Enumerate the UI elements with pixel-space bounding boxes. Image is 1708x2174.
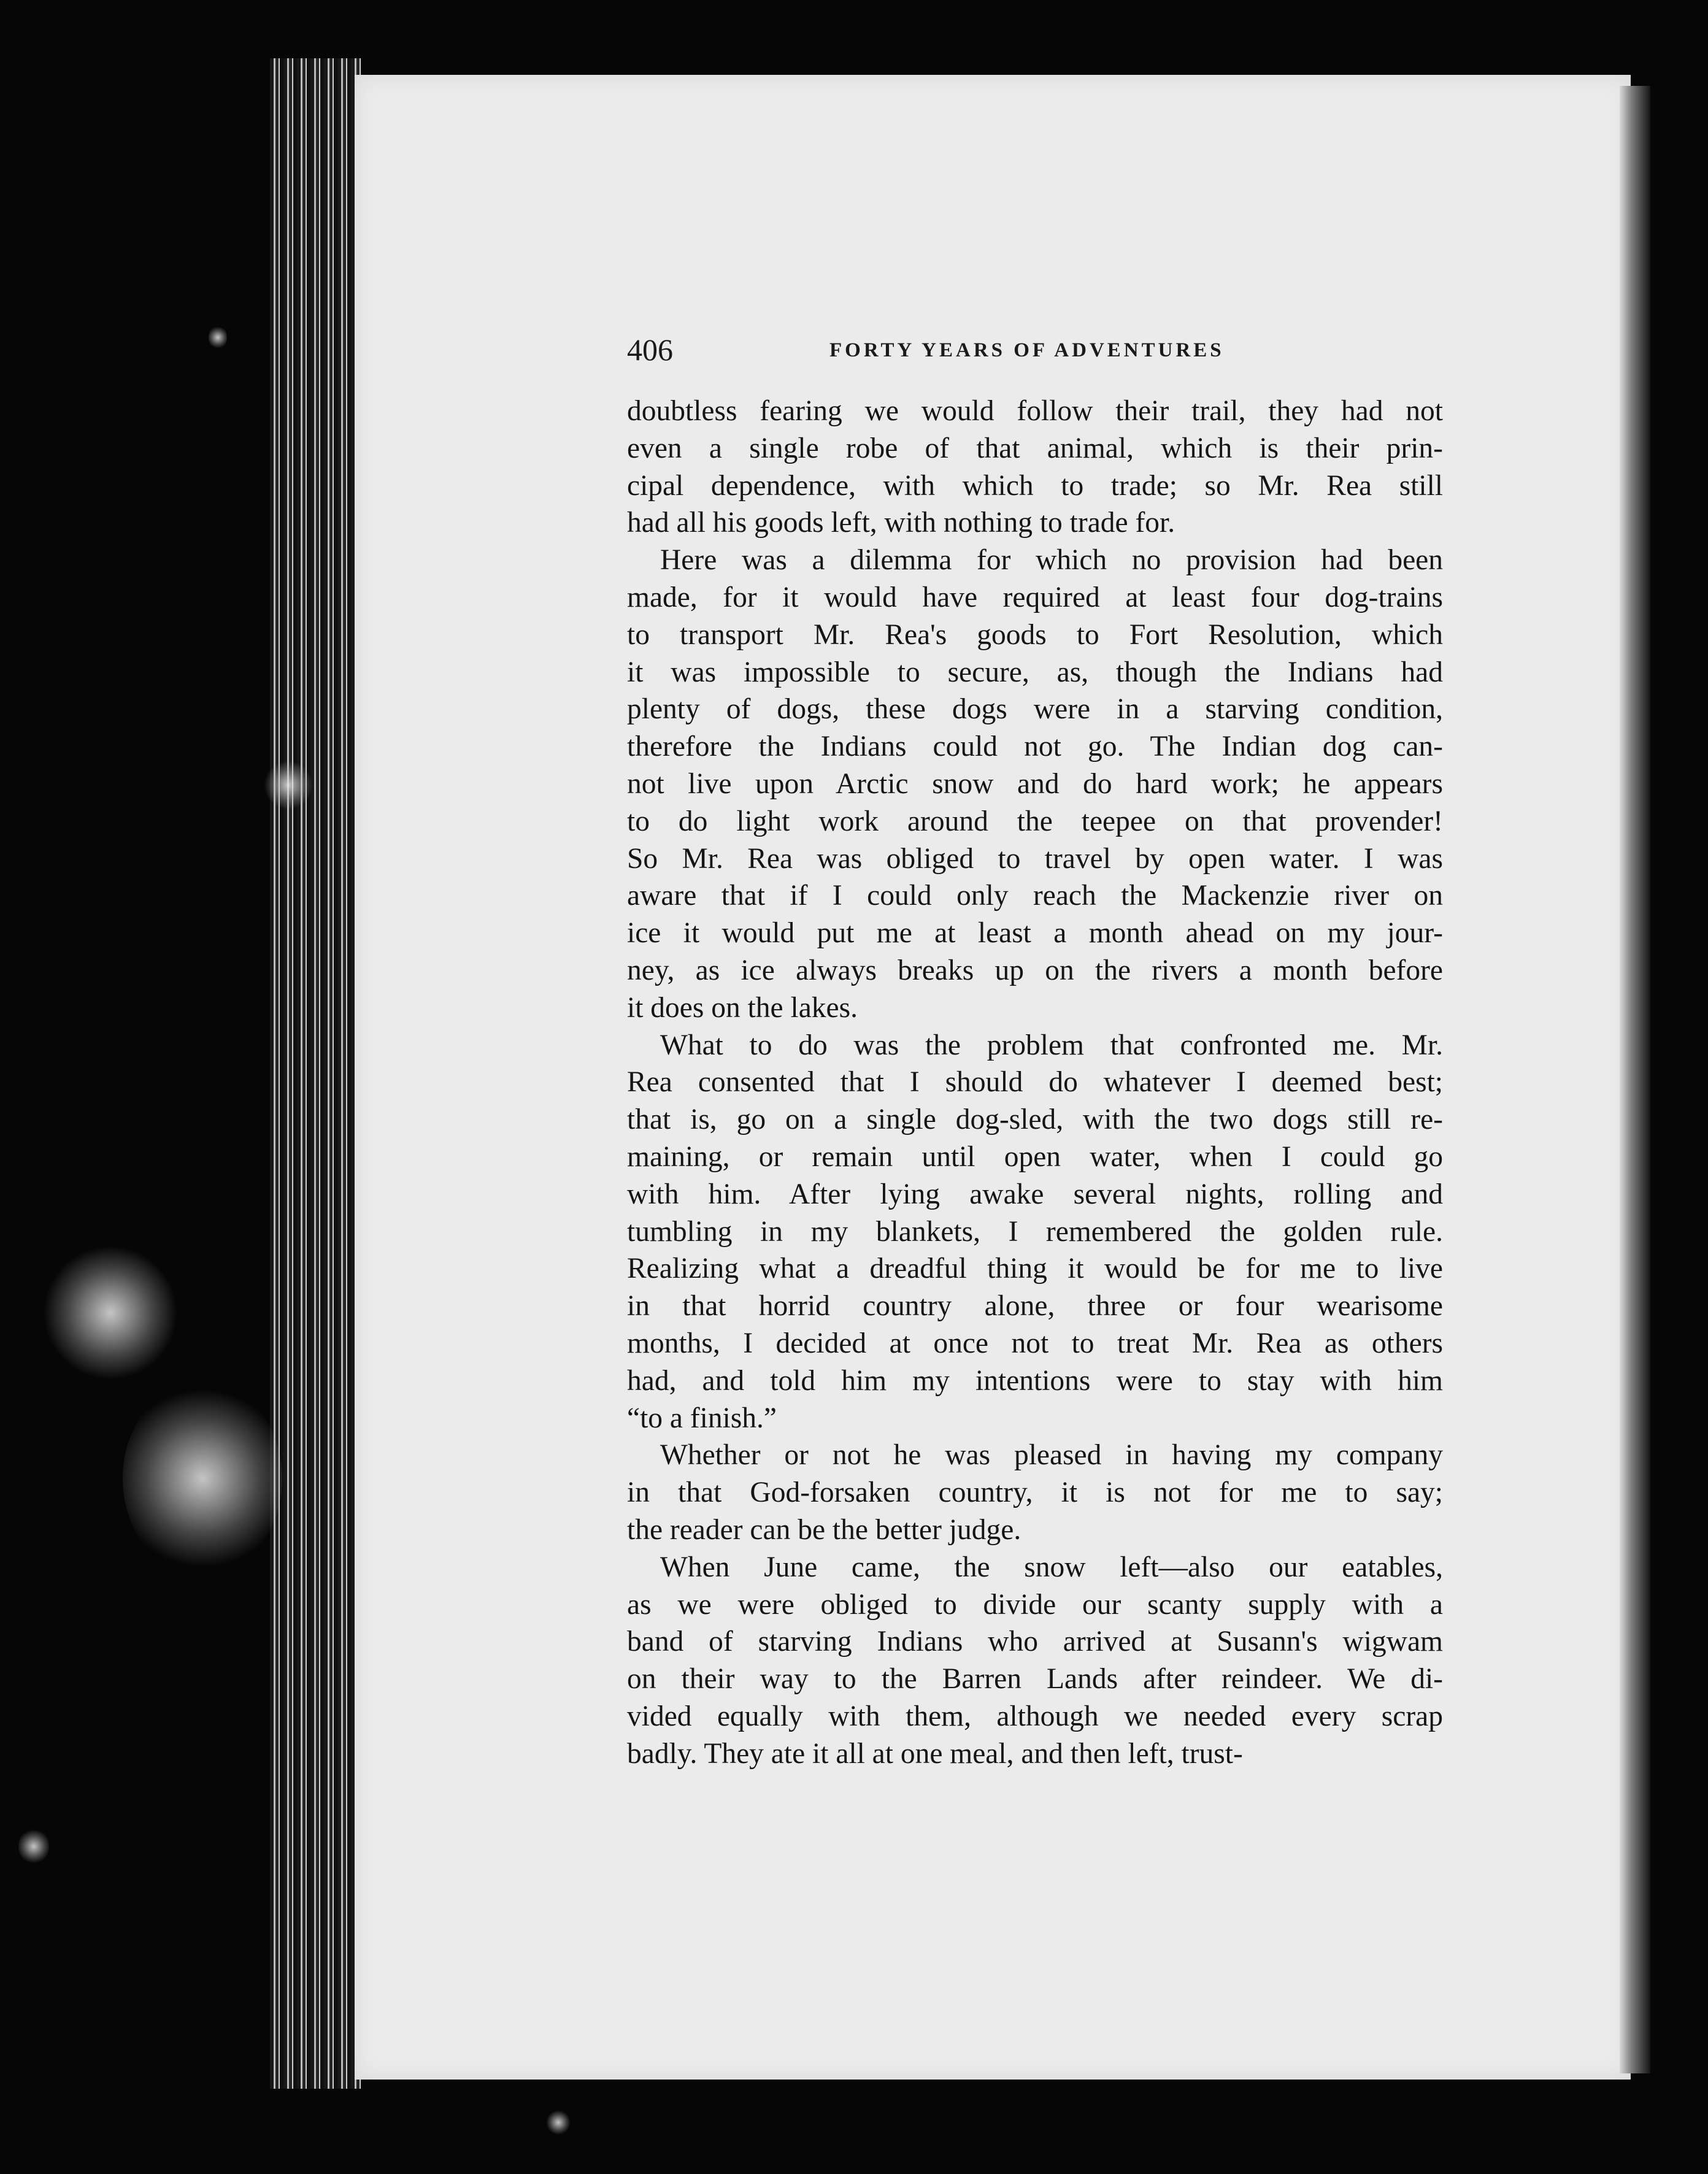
text-line: to do light work around the teepee on that provender!	[627, 805, 1443, 837]
text-line: to transport Mr. Rea's goods to Fort Resolution, which	[627, 618, 1443, 651]
text-line: tumbling in my blankets, I remembered the golden rule.	[627, 1215, 1443, 1248]
text-line: band of starving Indians who arrived at Susann's wigwam	[627, 1626, 1443, 1658]
page-number: 406	[627, 332, 673, 367]
text-line: months, I decided at once not to treat Mr. Rea as others	[627, 1327, 1443, 1359]
body-text	[627, 393, 1443, 1772]
running-head: FORTY YEARS OF ADVENTURES	[829, 339, 1225, 361]
text-line: made, for it would have required at least four dog-trains	[627, 581, 1443, 613]
text-line: maining, or remain until open water, when I could go	[627, 1140, 1443, 1173]
text-line: When June came, the snow left—also our eatables,	[660, 1551, 1443, 1583]
dust-speck	[264, 761, 313, 810]
text-line: Here was a dilemma for which no provision had been	[660, 544, 1443, 577]
page-edges	[270, 58, 362, 2089]
text-line: that is, go on a single dog-sled, with the two dogs still re-	[627, 1104, 1443, 1136]
dust-speck	[123, 1380, 282, 1577]
text-line: in that God-forsaken country, it is not for me to say;	[627, 1477, 1443, 1509]
dust-speck	[18, 1828, 49, 1865]
text-line: with him. After lying awake several nights, rolling and	[627, 1178, 1443, 1210]
paragraph	[627, 542, 1443, 1026]
text-line: had, and told him my intentions were to stay with him	[627, 1364, 1443, 1397]
text-line: not live upon Arctic snow and do hard work; he appears	[627, 767, 1443, 800]
text-line: had all his goods left, with nothing to trade for.	[627, 507, 1175, 539]
text-line: it was impossible to secure, as, though the Indians had	[627, 656, 1443, 688]
dust-speck	[546, 2110, 571, 2135]
gutter-shadow	[1620, 86, 1650, 2073]
page-header	[627, 328, 1443, 371]
text-line: “to a finish.”	[627, 1402, 777, 1434]
text-line: Whether or not he was pleased in having my company	[660, 1439, 1443, 1472]
text-line: even a single robe of that animal, which is their prin-	[627, 432, 1443, 464]
paragraph	[627, 1027, 1443, 1437]
text-line: as we were obliged to divide our scanty supply with a	[627, 1588, 1443, 1621]
text-line: aware that if I could only reach the Mackenzie river on	[627, 880, 1443, 912]
text-line: Realizing what a dreadful thing it would be for me to live	[627, 1253, 1443, 1285]
dust-speck	[43, 1245, 178, 1380]
text-line: the reader can be the better judge.	[627, 1513, 1021, 1546]
text-line: ice it would put me at least a month ahead on my jour-	[627, 917, 1443, 950]
text-line: on their way to the Barren Lands after reindeer. We di-	[627, 1663, 1443, 1696]
text-line: Rea consented that I should do whatever I deemed best;	[627, 1066, 1443, 1099]
paragraph	[627, 393, 1443, 542]
dust-speck	[209, 325, 227, 350]
text-line: doubtless fearing we would follow their trail, they had not	[627, 395, 1443, 427]
text-line: vided equally with them, although we needed every scrap	[627, 1700, 1443, 1732]
paragraph	[627, 1437, 1443, 1548]
paragraph	[627, 1549, 1443, 1773]
text-line: badly. They ate it all at one meal, and then left, trust-	[627, 1737, 1243, 1770]
text-line: So Mr. Rea was obliged to travel by open water. I was	[627, 842, 1443, 875]
text-line: in that horrid country alone, three or four wearisome	[627, 1290, 1443, 1323]
text-line: ney, as ice always breaks up on the rivers a month before	[627, 954, 1443, 986]
text-line: What to do was the problem that confronted me. Mr.	[660, 1029, 1443, 1061]
text-line: cipal dependence, with which to trade; so Mr. Rea still	[627, 469, 1443, 502]
text-line: therefore the Indians could not go. The Indian dog can-	[627, 731, 1443, 763]
text-line: it does on the lakes.	[627, 991, 858, 1024]
text-line: plenty of dogs, these dogs were in a starving condition,	[627, 693, 1443, 726]
